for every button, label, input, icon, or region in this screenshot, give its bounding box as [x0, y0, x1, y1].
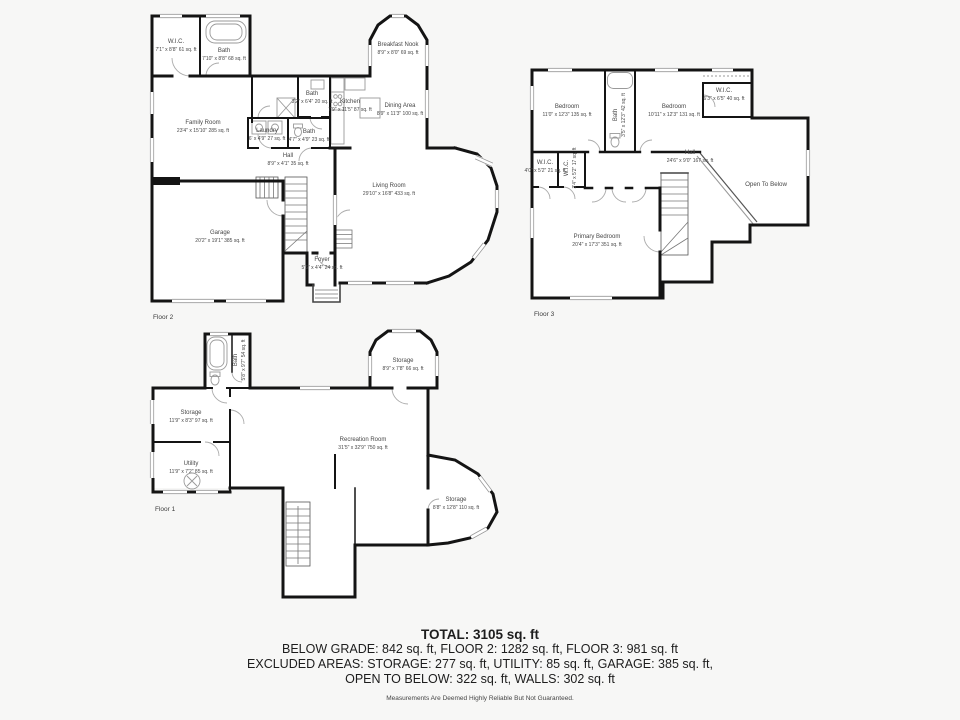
room-label-recreation-room [338, 437, 387, 451]
room-label-bedroom1 [542, 104, 591, 118]
room-label-wic-left-f3 [524, 160, 565, 174]
room-label-kitchen [328, 99, 371, 113]
room-label-hall-f3 [667, 150, 714, 164]
room-name: Open To Below [745, 180, 787, 188]
room-name: Dining Area [384, 102, 416, 109]
room-name: Hall [684, 149, 696, 156]
room-name: Laundry [256, 127, 278, 134]
room-dims: 8'9" x 8'0" 69 sq. ft [377, 49, 419, 56]
room-label-utility [169, 461, 212, 475]
summary-disclaimer: Measurements Are Deemed Highly Reliable But Not Guaranteed. [386, 695, 574, 703]
room-label-storage-top [382, 358, 423, 372]
room-label-living-room [363, 183, 415, 197]
summary-line-2: EXCLUDED AREAS: STORAGE: 277 sq. ft, UTILITY: 85 sq. ft, GARAGE: 385 sq. ft, [247, 656, 713, 671]
room-dims: 8'9" x 4'1" 35 sq. ft [267, 160, 309, 167]
room-label-family-room [177, 120, 229, 134]
summary-line-3: OPEN TO BELOW: 322 sq. ft, WALLS: 302 sq. ft [345, 671, 615, 686]
room-name: Bath [217, 47, 231, 54]
room-label-storage-left [169, 410, 212, 424]
room-name: Bath [302, 128, 316, 135]
room-name: W.I.C. [167, 38, 185, 45]
room-dims: 24'6" x 9'0" 167 sq. ft [666, 157, 714, 164]
room-dims: 5'6" x 4'4" 24 sq. ft [301, 264, 343, 271]
room-label-wic-left2-f3 [564, 147, 578, 188]
summary-total: TOTAL: 3105 sq. ft [420, 627, 540, 642]
room-label-bath2-f2 [288, 129, 329, 143]
room-name: Bedroom [554, 103, 580, 110]
room-dims: 3'4" x 5'2" 17 sq. ft [571, 147, 578, 189]
room-dims: 3'5" x 12'3" 42 sq. ft [620, 93, 627, 137]
floor2-caption: Floor 2 [153, 314, 174, 321]
room-dims: 31'5" x 32'9" 750 sq. ft [338, 444, 388, 451]
summary-line-1: BELOW GRADE: 842 sq. ft, FLOOR 2: 1282 sq. ft, FLOOR 3: 981 sq. ft [282, 642, 678, 656]
room-dims: 4'7" x 4'9" 23 sq. ft [288, 136, 330, 143]
room-dims: 11'0" x 12'3" 135 sq. ft [542, 111, 592, 118]
room-name: Foyer [314, 256, 330, 263]
room-label-breakfast-nook [377, 42, 418, 56]
room-label-wic-right-f3 [703, 88, 744, 102]
room-dims: 7'9" x 11'5" 87 sq. ft [328, 106, 372, 113]
room-label-bedroom2 [648, 104, 700, 118]
room-dims: 23'4" x 15'10" 285 sq. ft [176, 127, 230, 134]
room-dims: 6' x 4'9" 27 sq. ft [248, 135, 286, 142]
room-name: W.I.C. [536, 159, 554, 166]
room-name: Bath [305, 90, 319, 97]
room-name: Hall [282, 152, 294, 159]
room-label-wic-f2 [155, 39, 196, 53]
room-dims: 10'11" x 12'3" 131 sq. ft [648, 111, 700, 118]
room-dims: 4'0" x 5'2" 21 sq. ft [524, 167, 566, 174]
room-name: W.I.C. [715, 87, 733, 94]
room-dims: 11'9" x 8'3" 97 sq. ft [169, 417, 213, 424]
room-dims: 3'2" x 6'4" 20 sq. ft [291, 98, 333, 105]
room-dims: 6'3" x 6'5" 40 sq. ft [703, 95, 745, 102]
room-dims: 11'9" x 7'2" 85 sq. ft [169, 468, 213, 475]
room-name: Bath [612, 108, 619, 122]
room-label-garage [195, 230, 244, 244]
room-dims: 8'9" x 7'8" 66 sq. ft [382, 365, 424, 372]
room-label-bath-f2 [202, 48, 246, 62]
room-name: Storage [392, 357, 414, 364]
room-dims: 20'2" x 19'1" 385 sq. ft [195, 237, 245, 244]
floor3-caption: Floor 3 [534, 311, 555, 318]
room-name: Storage [180, 409, 202, 416]
floor1-caption: Floor 1 [155, 506, 176, 513]
room-name: Primary Bedroom [573, 233, 621, 240]
room-name: Kitchen [339, 98, 361, 105]
room-label-laundry [249, 128, 285, 142]
room-dims: 5'8" x 9'7" 54 sq. ft [240, 339, 247, 381]
room-name: Bedroom [661, 103, 687, 110]
room-label-primary-bedroom [572, 234, 621, 248]
room-dims: 20'4" x 17'3" 351 sq. ft [572, 241, 622, 248]
room-label-hall-f2 [267, 153, 308, 167]
room-name: Bath [232, 353, 239, 367]
room-label-storage-right [433, 497, 479, 511]
room-dims: 29'10" x 16'8" 433 sq. ft [362, 190, 416, 197]
room-dims: 7'1" x 8'8" 61 sq. ft [155, 46, 197, 53]
room-name: Breakfast Nook [377, 41, 419, 48]
room-name: W.I.C. [563, 159, 570, 177]
wall-header [152, 177, 180, 185]
room-name: Living Room [372, 182, 406, 189]
room-dims: 8'8" x 12'8" 110 sq. ft [432, 504, 480, 511]
room-label-bath-f1 [233, 339, 247, 380]
room-name: Utility [183, 460, 199, 467]
room-name: Storage [445, 496, 467, 503]
room-label-bath3-f2 [291, 91, 332, 105]
room-dims: 7'10" x 8'8" 68 sq. ft [202, 55, 246, 62]
room-name: Garage [209, 229, 231, 236]
room-dims: 8'9" x 11'3" 100 sq. ft [376, 110, 424, 117]
room-name: Recreation Room [339, 436, 387, 443]
room-label-dining-area [377, 103, 423, 117]
room-label-bath-f3 [613, 93, 627, 137]
room-label-open-to-below [745, 181, 787, 189]
room-label-foyer [301, 257, 342, 271]
area-summary [0, 627, 960, 702]
room-name: Family Room [185, 119, 221, 126]
